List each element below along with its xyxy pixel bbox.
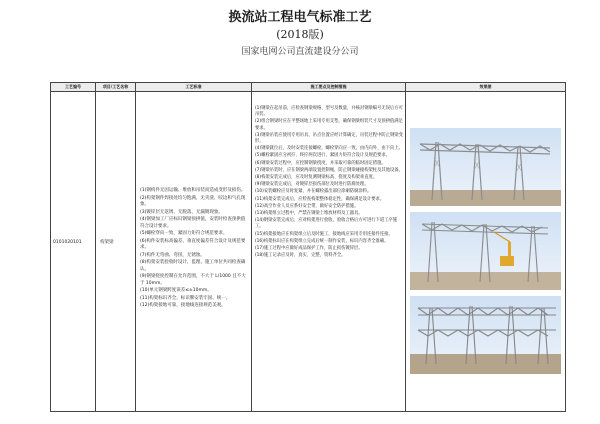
control-item: (4)钢梁就位后，及时安装连接螺栓，螺栓穿向应一致，由内向外、由下向上。 [255,146,403,152]
header-photos: 效果图 [479,84,492,89]
control-item: (14)钢梁安装完成后，应对构架进行验收，验收合格后方可进行下道工序施工。 [255,218,398,230]
standard-item: (5)螺栓穿向一致，紧固力矩符合规范要求。 [140,231,228,236]
control-item: (6)钢梁安装过程中，应控制钢梁挠度，并采取可靠的临时固定措施。 [255,160,386,166]
header-standard: 工艺标准 [185,84,202,89]
table-header [51,83,565,92]
standard-item: (8)构架安装验收时设计、监理、施工单位共同检查确认。 [140,260,246,272]
name-cell [96,92,135,411]
header-controls: 施工要点及控制措施 [310,84,347,89]
process-table [50,82,566,412]
process-code: 0101020101 [53,240,82,245]
standard-item: (1)钢构件无因运输、堆放和吊装而造成变形及损伤。 [140,188,246,193]
standard-item: (10)单元钢梁跨度误差≤±10mm。 [140,288,212,293]
control-item: (13)构架组立过程中，严禁在钢梁上堆放材料及工器具。 [255,211,363,217]
control-item: (17)施工过程中应做好成品保护工作，防止损伤镀锌层。 [255,246,363,252]
standard-item: (2)构架钢件焊接处均匀饱满，无夹渣、咬边和气孔现象。 [140,195,246,207]
construction-photo-1 [410,128,561,206]
control-item: (3)钢梁吊装应使用专用吊具，吊点位置应经计算确定，吊装过程中防止钢梁变形。 [255,132,403,145]
construction-photo-2 [410,212,561,290]
standard-item: (9)钢梁挠度控制在允许范围，不大于 L/1000 且不大于 10mm。 [140,274,246,286]
controls-cell [252,92,405,411]
control-item: (15)构架接地应在构架组立后及时施工，接地线应采用专用连接件连接。 [255,231,393,237]
header-code: 工艺编号 [65,84,81,89]
control-item: (7)钢梁吊装时，应在钢梁两端设置控制绳，防止钢梁碰撞构架柱及其他设备。 [255,167,403,173]
standard-cell [136,92,251,411]
standard-item: (3)镀锌层无返锈、无脱落、无漏镀现象。 [140,209,223,215]
document-edition: (2018版) [276,28,324,41]
control-item: (11)构架安装完成后，应检查构架整体稳定性，确保满足设计要求。 [255,196,385,202]
header-name: 项目/工艺名称 [102,84,129,89]
control-item: (1)钢梁在起吊前，应检查钢梁规格、型号及数量，并核对钢梁编号无误后方可吊装。 [255,106,403,118]
process-name: 构架梁 [100,240,114,245]
standard-item: (12)构架接地可靠，接地线连接规范美观。 [140,303,226,308]
control-item: (16)构架标识应在构架组立完成后统一制作安装，标识内容齐全准确。 [255,238,389,244]
control-item: (12)高空作业人员应系好安全带，做好安全防护措施。 [255,203,359,209]
standards-list [140,188,248,311]
document-title: 换流站工程电气标准工艺 [228,10,372,25]
standard-item: (11)构架标识齐全，标识牌安装牢固、统一。 [140,295,231,301]
photos-cell [406,92,565,411]
organization-name: 国家电网公司直流建设分公司 [241,47,359,57]
code-cell [51,92,95,411]
control-item: (9)钢梁安装完成后，对镀锌层损伤部位及时进行防腐处理。 [255,182,369,188]
control-item: (5)螺栓紧固应分初拧、终拧两次进行，紧固力矩符合设计及规范要求。 [255,153,390,159]
control-item: (18)施工记录应及时、真实、完整，资料齐全。 [255,253,346,259]
standard-item: (6)构件安装标高偏差、垂直度偏差符合设计及规范要求。 [140,238,246,250]
control-item: (10)安装螺栓应及时复紧，并在螺栓露出部位涂刷防腐涂料。 [255,189,372,195]
standard-item: (7)构件无弯曲、弯扭，无锈蚀。 [140,252,205,258]
standard-item: (4)钢梁加工厂应标识钢梁预拱值，安装时检查预拱值符合设计要求。 [140,217,246,229]
construction-photo-3 [410,296,561,374]
control-item: (2)组合钢梁时应在平整场地上采用专用支垫，确保钢梁组装尺寸及预拱值满足要求。 [255,119,403,131]
controls-list [255,106,403,260]
control-item: (8)构架安装完成后，应及时复测钢梁标高、挠度及构架垂直度。 [255,175,378,181]
